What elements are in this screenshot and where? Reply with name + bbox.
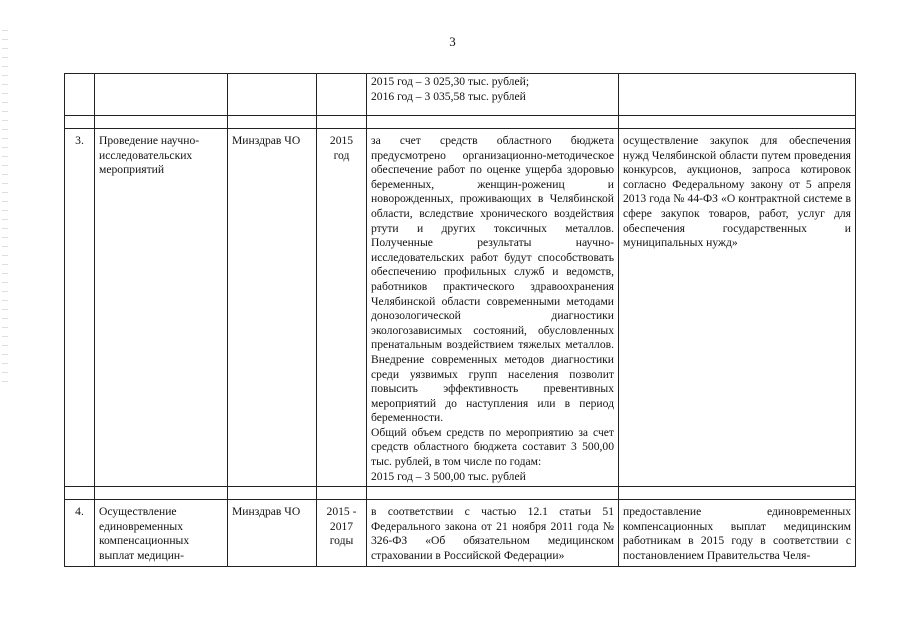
implementation-mechanism xyxy=(619,500,856,566)
description-paragraph: за счет средств областного бюджета предусмотрено организационно-методическое обеспечение работ по оценке ущерба здоровью беременных, женщин-рожениц и новорожденных, проживающих в Челябинской области, вследствие хронического воздействия ртути и других токсичных металлов. Полученные результаты научно-исследовательских работ будут способствовать обеспечению профильных служб и ведомств, работников практического здравоохранения Челябинской области современными методами донозологической диагностики экологозависимых состояний, обусловленных пренатальным воздействием тяжелых металлов. Внедрение современных методов диагностики среди уязвимых групп населения позволит повысить эффективность превентивных мероприятий до наступления или в период беременности. xyxy=(371,134,614,425)
measure-description xyxy=(367,129,619,487)
mechanism-text: осуществление закупок для обеспечения нужд Челябинской области путем проведения конкурсов, аукционов, запроса котировок согласно Федеральному закону от 5 апреля 2013 года № 44-ФЗ «О контрактной системе в сфере закупок товаров, работ, услуг для обеспечения государственных и муниципальных нужд» xyxy=(623,134,851,250)
executor: Минздрав ЧО xyxy=(228,500,317,566)
table-row-spacer xyxy=(65,116,856,129)
description-paragraph: в соответствии с частью 12.1 статьи 51 Федерального закона от 21 ноября 2011 года № 326-ФЗ «Об обязательном медицинском страховании в Российской Федерации» xyxy=(371,505,614,563)
table-row-continued xyxy=(65,74,856,116)
executor: Минздрав ЧО xyxy=(228,129,317,487)
page-number: 3 xyxy=(449,34,456,49)
description-paragraph: Общий объем средств по мероприятию за счет средств областного бюджета составит 3 500,00 тыс. рублей, в том числе по годам: xyxy=(371,425,614,469)
table-row xyxy=(65,500,856,566)
funding-line: 2016 год – 3 035,58 тыс. рублей xyxy=(371,89,526,103)
cell-name xyxy=(95,74,228,116)
description-paragraph: 2015 год – 3 500,00 тыс. рублей xyxy=(371,469,526,483)
measure-name: Осуществление единовременных компенсационных выплат медицин- xyxy=(95,500,228,566)
cell-executor xyxy=(228,74,317,116)
cell-num xyxy=(65,74,95,116)
row-number: 3. xyxy=(65,129,95,487)
cell-mechanism xyxy=(619,74,856,116)
scan-edge-marks xyxy=(2,30,8,390)
funding-line: 2015 год – 3 025,30 тыс. рублей; xyxy=(371,75,530,88)
cell-description xyxy=(367,74,619,116)
term: 2015 год xyxy=(317,129,367,487)
measure-description xyxy=(367,500,619,566)
mechanism-text: предоставление единовременных компенсационных выплат медицинским работникам в 2015 году в соответствии с постановлением Правительства Челя- xyxy=(623,505,851,563)
measure-name: Проведение научно-исследовательских мероприятий xyxy=(95,129,228,487)
term: 2015 - 2017 годы xyxy=(317,500,367,566)
measures-table xyxy=(64,73,856,567)
table-row xyxy=(65,129,856,487)
cell-term xyxy=(317,74,367,116)
row-number: 4. xyxy=(65,500,95,566)
implementation-mechanism xyxy=(619,129,856,487)
table-row-spacer xyxy=(65,487,856,500)
